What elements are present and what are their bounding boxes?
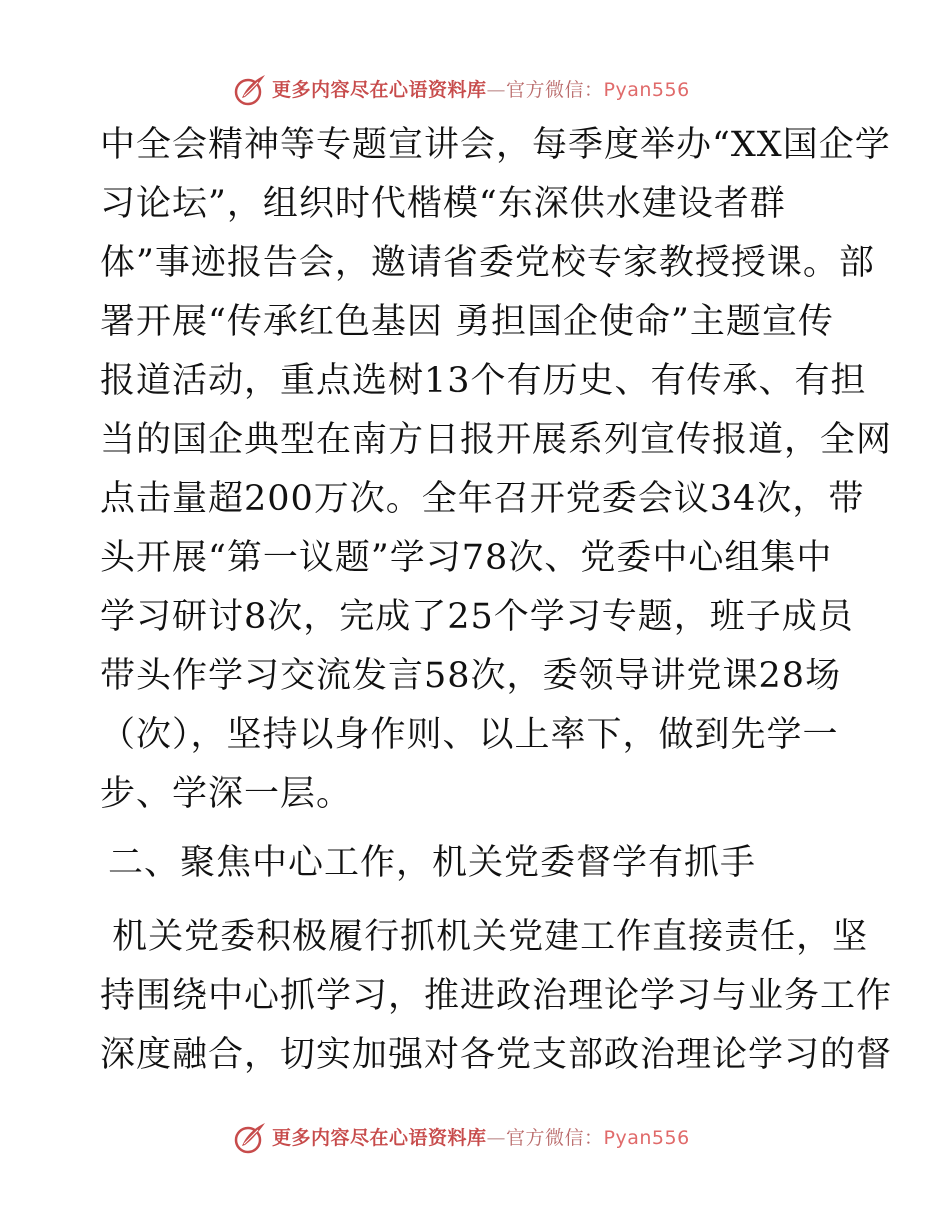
- text-line: 习论坛”，组织时代楷模“东深供水建设者群: [100, 184, 786, 224]
- text-line: 学习研讨8次，完成了25个学习专题，班子成员: [100, 597, 854, 637]
- text-line: 持围绕中心抓学习，推进政治理论学习与业务工作: [100, 976, 893, 1016]
- watermark-wechat-id: Pyan556: [603, 1127, 690, 1149]
- watermark-official-label: 官方微信：: [506, 1127, 604, 1149]
- footer-watermark: [0, 1118, 950, 1162]
- watermark-brand: 更多内容尽在心语资料库: [272, 1127, 487, 1149]
- red-feather-logo-icon: [232, 1120, 268, 1156]
- text-line: 中全会精神等专题宣讲会，每季度举办“XX国企学: [100, 125, 891, 165]
- paragraph-2: [100, 908, 893, 1085]
- text-line: 机关党委积极履行抓机关党建工作直接责任，坚: [100, 917, 869, 957]
- watermark-dash: —: [486, 1127, 507, 1149]
- text-line: 头开展“第一议题”学习78次、党委中心组集中: [100, 538, 833, 578]
- text-line: 体”事迹报告会，邀请省委党校专家教授授课。部: [100, 243, 875, 283]
- watermark-dash: —: [486, 79, 507, 101]
- watermark-wechat-id: Pyan556: [603, 79, 690, 101]
- text-line: 报道活动，重点选树13个有历史、有传承、有担: [100, 361, 867, 401]
- header-watermark: [0, 70, 950, 114]
- text-line: 深度融合，切实加强对各党支部政治理论学习的督: [100, 1035, 893, 1075]
- paragraph-1: [100, 116, 893, 824]
- text-line: 署开展“传承红色基因 勇担国企使命”主题宣传: [100, 302, 834, 342]
- red-feather-logo-icon: [232, 72, 268, 108]
- text-line: 带头作学习交流发言58次，委领导讲党课28场: [100, 656, 842, 696]
- watermark-text: [272, 78, 690, 102]
- watermark-official-label: 官方微信：: [506, 79, 604, 101]
- text-line: 点击量超200万次。全年召开党委会议34次，带: [100, 479, 865, 519]
- text-line: 当的国企典型在南方日报开展系列宣传报道，全网: [100, 420, 893, 460]
- text-line: （次），坚持以身作则、以上率下，做到先学一: [100, 715, 839, 755]
- text-line: 步、学深一层。: [100, 774, 353, 814]
- section-heading: 二、聚焦中心工作，机关党委督学有抓手: [108, 843, 757, 883]
- watermark-text: [272, 1126, 690, 1150]
- watermark-brand: 更多内容尽在心语资料库: [272, 79, 487, 101]
